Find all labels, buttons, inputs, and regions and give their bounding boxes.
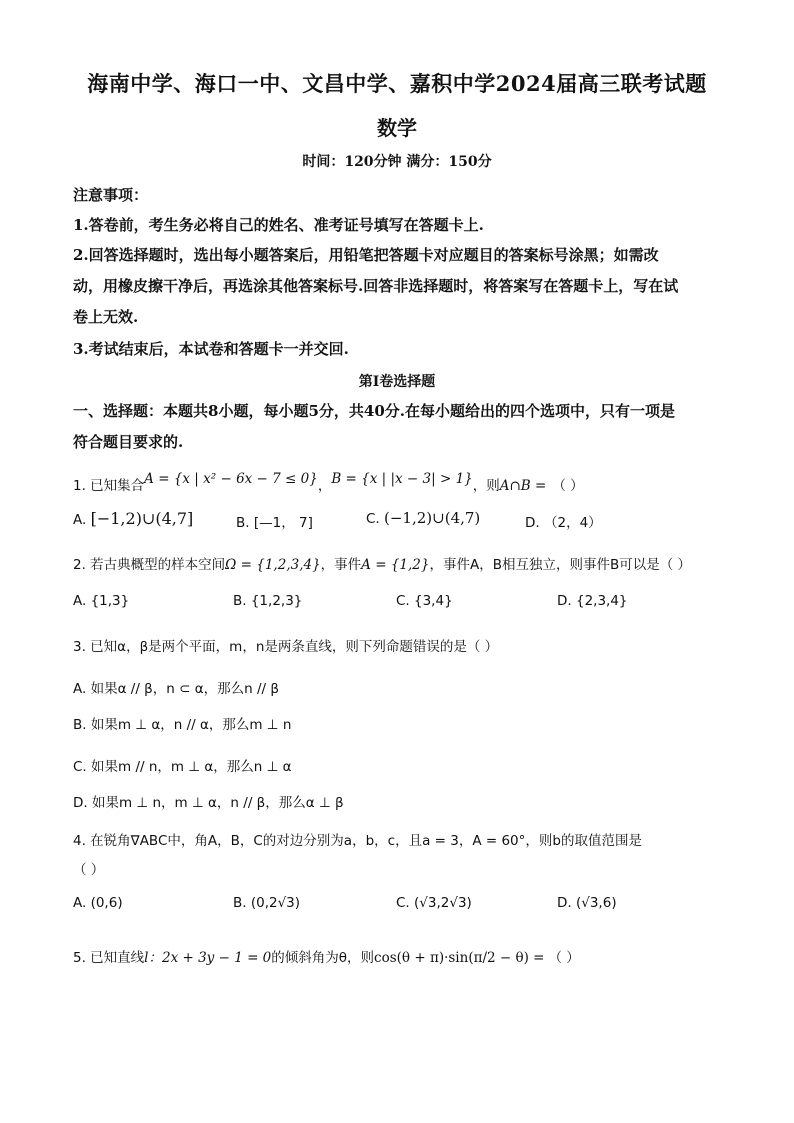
exam-title: 海南中学、海口一中、文昌中学、嘉积中学2024届高三联考试题 [87,71,707,96]
set-b: B = {x | |x − 3| > 1} [331,471,473,487]
q3-option-a: A. 如果α // β，n ⊂ α，那么n // β [73,681,279,697]
q3-option-b: B. 如果m ⊥ α，n // α，那么m ⊥ n [73,717,292,733]
q1-option-c: C. (−1,2)∪(4,7) [366,509,481,527]
note-1: 1.答卷前，考生务必将自己的姓名、准考证号填写在答题卡上. [73,216,484,234]
subject-title: 数学 [377,116,417,140]
event-a: A = {1,2} [361,557,430,573]
note-2-line-3: 卷上无效. [73,308,139,326]
note-2-line-1: 2.回答选择题时，选出每小题答案后，用铅笔把答题卡对应题目的答案标号涂黑；如需改 [73,246,659,264]
question-3-stem: 3. 已知α，β是两个平面，m，n是两条直线，则下列命题错误的是（ ） [73,639,499,655]
question-1-stem: 1. 已知集合A = {x | x² − 6x − 7 ≤ 0}，B = {x | |x − 3| > 1}，则A∩B = （ ） [73,471,584,494]
question-5-stem: 5. 已知直线l：2x + 3y − 1 = 0的倾斜角为θ，则cos(θ + π)·sin(π/2 − θ) = （ ） [73,950,580,966]
note-3: 3.考试结束后，本试卷和答题卡一并交回. [73,340,349,358]
q1-option-d: D. （2，4） [525,515,602,531]
line-equation: l：2x + 3y − 1 = 0 [144,950,272,966]
section-intro-line-2: 符合题目要求的. [73,433,184,451]
q4-option-a: A. (0,6) [73,895,123,911]
q1-option-a: A. [−1,2)∪(4,7] [73,509,194,528]
q4-option-d: D. (√3,6) [557,895,617,911]
section-label: 第I卷选择题 [358,374,436,390]
q4-option-c: C. (√3,2√3) [396,895,472,911]
notes-heading: 注意事项： [73,186,149,204]
trig-expression: cos(θ + π)·sin(π/2 − θ) = [374,950,545,966]
set-a: A = {x | x² − 6x − 7 ≤ 0} [144,471,318,487]
section-intro-line-1: 一、选择题：本题共8小题，每小题5分，共40分.在每小题给出的四个选项中，只有一项是 [73,402,675,420]
q2-option-d: D. {2,3,4} [557,593,628,609]
q2-option-a: A. {1,3} [73,593,130,609]
q1-option-b: B. [—1， 7] [236,515,313,531]
q2-option-c: C. {3,4} [396,593,453,609]
question-4-stem-line-2: （ ） [73,862,105,878]
q3-option-c: C. 如果m // n，m ⊥ α，那么n ⊥ α [73,759,292,775]
q4-option-b: B. (0,2√3) [233,895,301,911]
question-2-stem: 2. 若古典概型的样本空间Ω = {1,2,3,4}，事件A = {1,2}，事件A，B相互独立，则事件B可以是（ ） [73,557,692,573]
question-4-stem-line-1: 4. 在锐角∇ABC中，角A，B，C的对边分别为a，b，c，且a = 3，A = 60°，则b的取值范围是 [73,833,642,849]
intersection-expr: A∩B = [499,478,547,494]
sample-space: Ω = {1,2,3,4} [225,557,321,573]
q2-option-b: B. {1,2,3} [233,593,303,609]
note-2-line-2: 动，用橡皮擦干净后，再选涂其他答案标号.回答非选择题时，将答案写在答题卡上，写在试 [73,277,679,295]
q3-option-d: D. 如果m ⊥ n，m ⊥ α，n // β，那么α ⊥ β [73,795,344,811]
time-info: 时间：120分钟 满分：150分 [302,154,492,170]
